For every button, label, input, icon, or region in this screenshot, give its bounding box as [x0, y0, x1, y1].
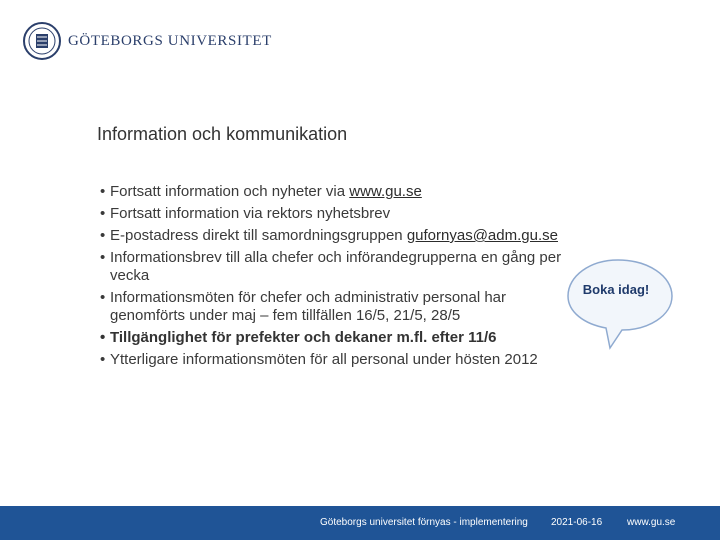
bullet-item [100, 351, 580, 369]
bullet-marker: • [100, 329, 106, 346]
bullet-text: Fortsatt information och nyheter via [110, 183, 350, 200]
bullet-text: Informationsmöten för chefer och administrativ personal har genomförts under maj – fem tillfällen 16/5, 21/5, 28/5 [110, 289, 507, 324]
bullet-item [100, 289, 580, 325]
bullet-item [100, 227, 580, 245]
bullet-marker: • [100, 289, 106, 306]
bullet-item [100, 183, 580, 201]
footer-title: Göteborgs universitet förnyas - implementering [320, 517, 528, 528]
footer-bar [0, 506, 720, 540]
footer-date: 2021-06-16 [551, 517, 603, 528]
gu-website-link[interactable]: www.gu.se [349, 183, 422, 200]
university-logo [22, 18, 272, 64]
bullet-text: Informationsbrev till alla chefer och införandegrupperna en gång per vecka [110, 249, 562, 284]
speech-bubble-icon [560, 254, 680, 354]
footer-url[interactable]: www.gu.se [627, 517, 676, 528]
bullet-text: Ytterligare informationsmöten för all personal under hösten 2012 [110, 351, 538, 368]
bullet-list [100, 183, 580, 373]
bullet-item [100, 249, 580, 285]
bullet-marker: • [100, 183, 106, 200]
bullet-text: E-postadress direkt till samordningsgruppen [110, 227, 407, 244]
logo-text: GÖTEBORGS UNIVERSITET [68, 32, 272, 49]
bullet-item [100, 205, 580, 223]
email-link[interactable]: gufornyas@adm.gu.se [406, 227, 558, 244]
bullet-marker: • [100, 205, 106, 222]
bullet-text: Fortsatt information via rektors nyhetsbrev [110, 205, 391, 222]
bullet-marker: • [100, 249, 106, 266]
university-seal-icon [22, 21, 62, 61]
bubble-text: Boka idag! [582, 282, 650, 297]
bullet-marker: • [100, 351, 106, 368]
slide-title: Information och kommunikation [97, 124, 348, 144]
bullet-text: Tillgänglighet för prefekter och dekaner m.fl. efter 11/6 [110, 329, 497, 346]
bullet-item [100, 329, 580, 347]
bullet-marker: • [100, 227, 106, 244]
